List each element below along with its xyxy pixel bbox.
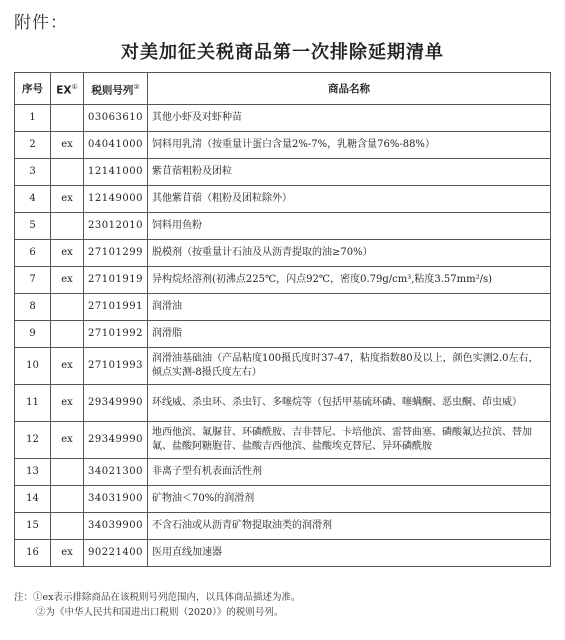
row-tariff-code: 03063610: [84, 105, 148, 132]
row-number: 16: [15, 540, 51, 567]
table-row: [15, 159, 551, 186]
row-tariff-code: 04041000: [84, 132, 148, 159]
table-row: [15, 240, 551, 267]
table-row: [15, 132, 551, 159]
footnote-2: ②为《中华人民共和国进出口税则（2020）》的税则号列。: [36, 607, 284, 618]
row-product-name: 润滑脂: [148, 321, 551, 348]
row-number: 15: [15, 513, 51, 540]
row-product-name: 环线威、杀虫环、杀虫钉、多噻烷等（包括甲基硫环磷、噻螨酮、恶虫酮、茚虫威）: [148, 385, 551, 422]
table-row: [15, 385, 551, 422]
row-tariff-code: 27101992: [84, 321, 148, 348]
row-tariff-code: 27101919: [84, 267, 148, 294]
row-product-name: 其他紫苜蓿（粗粉及团粒除外）: [148, 186, 551, 213]
row-number: 1: [15, 105, 51, 132]
footnote-mark-1: ①: [71, 82, 78, 91]
row-number: 10: [15, 348, 51, 385]
row-product-name: 饲料用鱼粉: [148, 213, 551, 240]
row-ex: [51, 513, 84, 540]
row-ex: [51, 294, 84, 321]
footnote-mark-2: ②: [133, 82, 140, 91]
row-number: 13: [15, 459, 51, 486]
row-product-name: 紫苜蓿粗粉及团粒: [148, 159, 551, 186]
exclusion-list-table: [14, 72, 551, 567]
row-number: 8: [15, 294, 51, 321]
table-row: [15, 540, 551, 567]
row-number: 3: [15, 159, 51, 186]
row-number: 6: [15, 240, 51, 267]
row-tariff-code: 27101299: [84, 240, 148, 267]
row-ex: [51, 213, 84, 240]
row-tariff-code: 34021300: [84, 459, 148, 486]
row-ex: ex: [51, 267, 84, 294]
table-row: [15, 213, 551, 240]
row-tariff-code: 90221400: [84, 540, 148, 567]
footnotes: [14, 590, 300, 620]
row-ex: ex: [51, 240, 84, 267]
row-product-name: 润滑油: [148, 294, 551, 321]
row-number: 11: [15, 385, 51, 422]
row-product-name: 异构烷烃溶剂(初沸点225℃，闪点92℃，密度0.79g/cm³,粘度3.57mm²/s): [148, 267, 551, 294]
row-ex: [51, 105, 84, 132]
table-row: [15, 486, 551, 513]
table-row: [15, 321, 551, 348]
row-ex: ex: [51, 422, 84, 459]
row-product-name: 不含石油或从沥青矿物提取油类的润滑剂: [148, 513, 551, 540]
row-number: 2: [15, 132, 51, 159]
row-ex: [51, 459, 84, 486]
row-tariff-code: 27101993: [84, 348, 148, 385]
row-tariff-code: 23012010: [84, 213, 148, 240]
table-row: [15, 459, 551, 486]
row-number: 9: [15, 321, 51, 348]
row-tariff-code: 34031900: [84, 486, 148, 513]
table-row: [15, 348, 551, 385]
row-number: 5: [15, 213, 51, 240]
table-row: [15, 186, 551, 213]
row-ex: ex: [51, 132, 84, 159]
row-product-name: 矿物油＜70%的润滑剂: [148, 486, 551, 513]
row-product-name: 非离子型有机表面活性剂: [148, 459, 551, 486]
table-header-row: [15, 73, 551, 105]
table-row: [15, 105, 551, 132]
row-number: 14: [15, 486, 51, 513]
row-ex: ex: [51, 540, 84, 567]
row-tariff-code: 34039900: [84, 513, 148, 540]
row-product-name: 其他小虾及对虾种苗: [148, 105, 551, 132]
column-header-name: 商品名称: [148, 73, 551, 105]
row-tariff-code: 12149000: [84, 186, 148, 213]
row-number: 4: [15, 186, 51, 213]
row-ex: [51, 159, 84, 186]
row-ex: [51, 486, 84, 513]
column-header-no: 序号: [15, 73, 51, 105]
column-header-code: 税则号列②: [84, 73, 148, 105]
footnote-1: 注：①ex表示排除商品在该税则号列范围内，以具体商品描述为准。: [14, 592, 301, 603]
attachment-label: 附件：: [14, 13, 68, 33]
table-row: [15, 422, 551, 459]
table-row: [15, 267, 551, 294]
table-row: [15, 513, 551, 540]
document-title: 对美加征关税商品第一次排除延期清单: [121, 42, 444, 63]
row-ex: ex: [51, 385, 84, 422]
row-product-name: 地西他滨、氟脲苷、环磷酰胺、吉非替尼、卡培他滨、雷替曲塞、磷酸氟达拉滨、替加氟、盐酸阿糖胞苷、盐酸吉西他滨、盐酸埃克替尼、异环磷酰胺: [148, 422, 551, 459]
row-product-name: 脱模剂（按重量计石油及从沥青提取的油≥70%）: [148, 240, 551, 267]
row-product-name: 饲料用乳清（按重量计蛋白含量2%-7%，乳糖含量76%-88%）: [148, 132, 551, 159]
row-tariff-code: 27101991: [84, 294, 148, 321]
row-tariff-code: 29349990: [84, 385, 148, 422]
row-ex: ex: [51, 186, 84, 213]
row-ex: ex: [51, 348, 84, 385]
row-number: 7: [15, 267, 51, 294]
row-tariff-code: 12141000: [84, 159, 148, 186]
row-product-name: 润滑油基础油（产品粘度100摄氏度时37-47，粘度指数80及以上，颜色实测2.0左右，倾点实测-8摄氏度左右）: [148, 348, 551, 385]
column-header-ex: EX①: [51, 73, 84, 105]
row-tariff-code: 29349990: [84, 422, 148, 459]
row-number: 12: [15, 422, 51, 459]
row-product-name: 医用直线加速器: [148, 540, 551, 567]
row-ex: [51, 321, 84, 348]
table-row: [15, 294, 551, 321]
